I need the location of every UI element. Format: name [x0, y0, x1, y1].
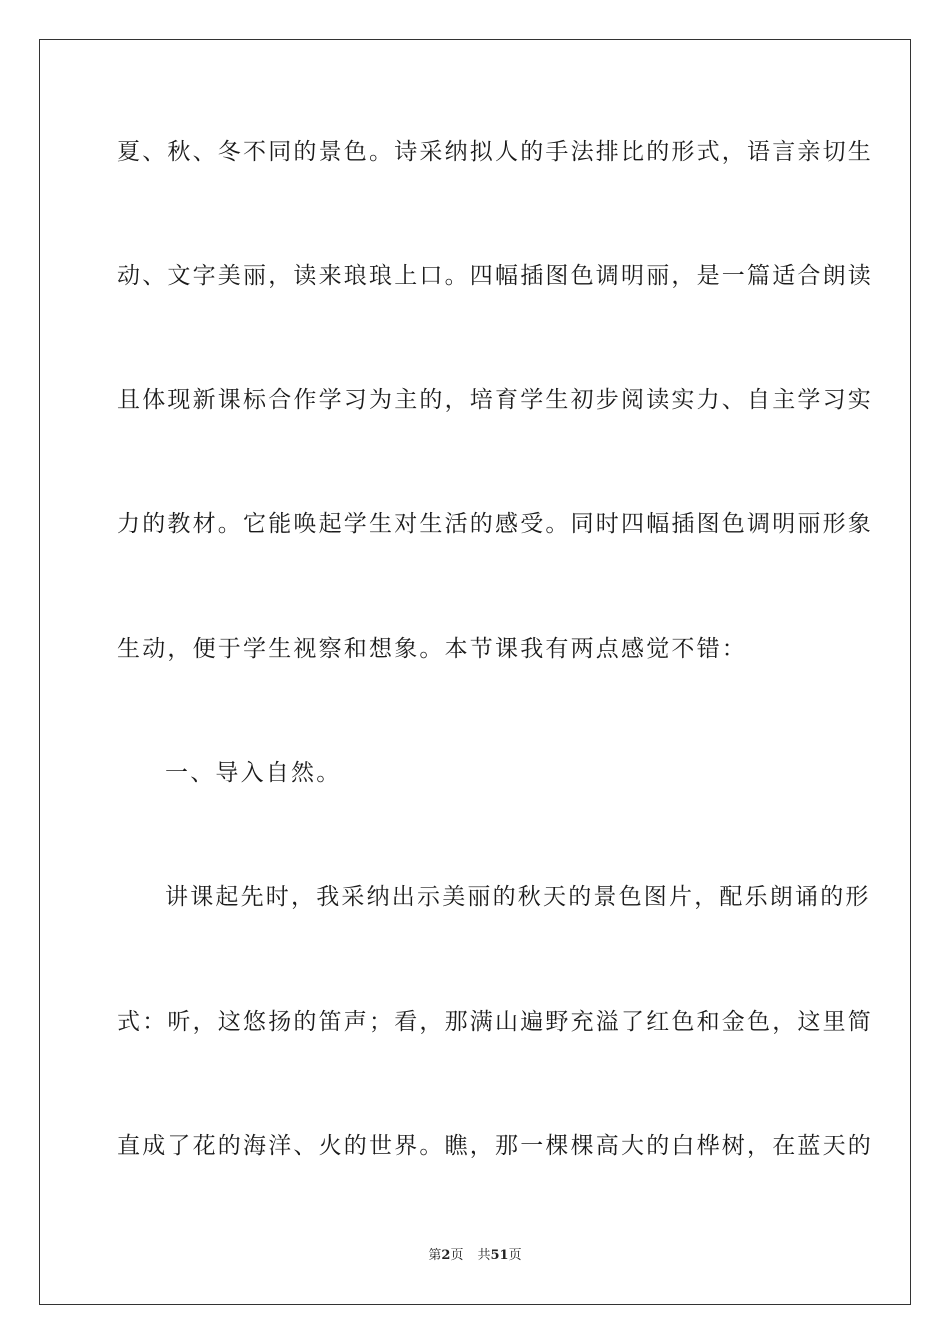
- body-text-line: 力的教材。它能唤起学生对生活的感受。同时四幅插图色调明丽形象: [117, 511, 873, 537]
- total-prefix: 共: [477, 1248, 491, 1263]
- page-prefix: 第: [428, 1248, 442, 1263]
- section-heading: 一、导入自然。: [165, 760, 342, 786]
- body-text-line: 夏、秋、冬不同的景色。诗采纳拟人的手法排比的形式，语言亲切生: [117, 139, 873, 165]
- body-text-line: 动、文字美丽，读来琅琅上口。四幅插图色调明丽，是一篇适合朗读: [117, 263, 873, 289]
- total-suffix: 页: [508, 1248, 522, 1263]
- page-suffix: 页: [450, 1248, 464, 1263]
- body-text-line: 直成了花的海洋、火的世界。瞧，那一棵棵高大的白桦树，在蓝天的: [117, 1133, 873, 1159]
- body-text-line: 生动，便于学生视察和想象。本节课我有两点感觉不错：: [117, 636, 747, 662]
- page-number: 2: [441, 1248, 451, 1263]
- total-pages: 51: [490, 1248, 509, 1263]
- body-text-line: 式：听，这悠扬的笛声；看，那满山遍野充溢了红色和金色，这里简: [117, 1009, 873, 1035]
- body-text-line: 且体现新课标合作学习为主的，培育学生初步阅读实力、自主学习实: [117, 387, 873, 413]
- page-border: [39, 39, 911, 1305]
- page-footer: [0, 1247, 950, 1265]
- body-text-line: 讲课起先时，我采纳出示美丽的秋天的景色图片，配乐朗诵的形: [165, 884, 871, 910]
